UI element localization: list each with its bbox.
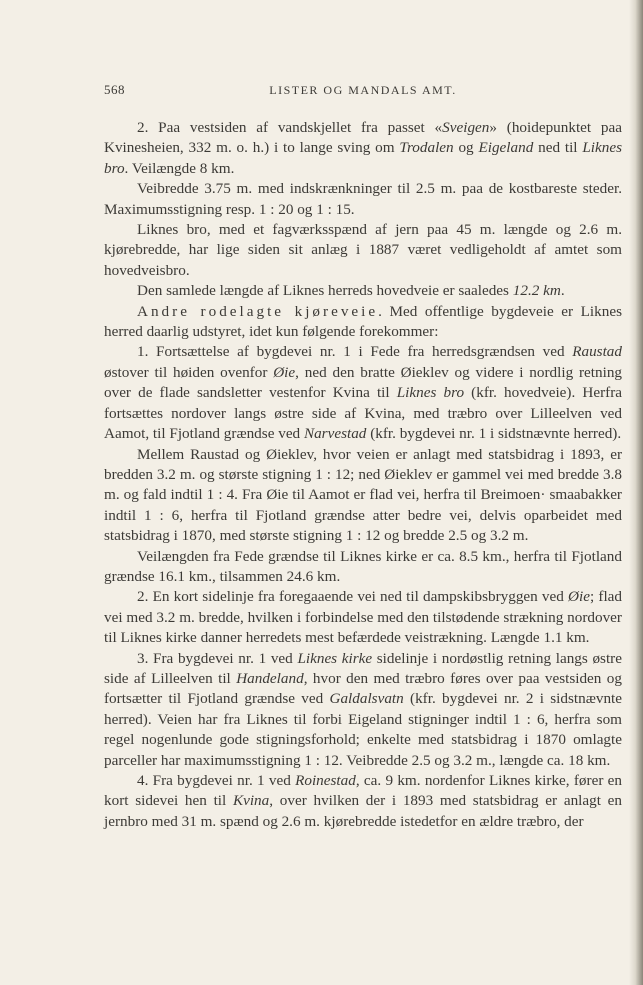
page-edge-shadow <box>629 0 643 985</box>
spaced-heading: Andre rodelagte kjøreveie <box>137 302 379 320</box>
paragraph <box>104 649 622 771</box>
text-run: Veibredde 3.75 m. med indskrænkninger til 2.5 m. paa de kostbareste steder. Maximumsstigning resp. 1 : 20 og 1 : 15. <box>104 180 622 218</box>
text-run: . Veilængde 8 km. <box>124 159 235 177</box>
text-run: Mellem Raustad og Øieklev, hvor veien er anlagt med statsbidrag i 1893, er bredden 3.2 m. og største stigning 1 : 12; ned Øieklev er gammel vei med bredde 3.8 m. og fald indtil 1 : 4. Fra Øie til Aamot er flad vei, herfra til Breimoen· smaabakker indtil 1 : 6, herfra til Fjotland grændse atter bedre vei, delvis oparbeidet med statsbidrag i 1870, med største stigning 1 : 12 og bredde 2.5 og 3.2 m. <box>104 445 622 545</box>
text-run: Den samlede længde af Liknes herreds hovedveie er saaledes <box>137 282 513 300</box>
text-run: (kfr. hovedveie). Herfra fortsættes nordover langs østre side af Kvina, med træbro over Lilleelven ved Aamot, til Fjotland grændse ved <box>104 384 623 443</box>
italic-text: Sveigen <box>442 119 490 136</box>
paragraph <box>104 179 622 220</box>
text-run: og <box>453 139 479 157</box>
paragraph <box>104 342 622 444</box>
text-run: , ned den bratte Øieklev og videre i nordlig retning over de flade sandsletter vestenfor Kvina til <box>104 363 623 402</box>
italic-text: Roinestad <box>295 772 356 789</box>
text-run: , over hvilken der i 1893 med statsbidrag er anlagt en jernbro med 31 m. spænd og 2.6 m. kjørebredde istedetfor en ældre træbro, der <box>104 792 622 830</box>
page-header <box>104 82 622 102</box>
paragraph <box>104 220 622 281</box>
text-run: Liknes bro, med et fagværksspænd af jern paa 45 m. længde og 2.6 m. kjørebredde, har lige siden sit anlæg i 1887 været vedligeholdt af amtet som hovedveisbro. <box>104 221 622 279</box>
italic-text: Trodalen <box>399 139 454 157</box>
text-run: 3. Fra bygdevei nr. 1 ved <box>137 649 298 667</box>
paragraph <box>104 547 622 588</box>
italic-text: 12.2 km <box>512 282 561 300</box>
text-run: (kfr. bygdevei nr. 2 i sidstnævnte herred). Veien har fra Liknes til forbi Eigeland stigninger indtil 1 : 6, herfra som regel nogenlunde gode stigningsforhold; enkelte med statsbidrag i 1870 omlagte parceller har maximumsstigning 1 : 12. Veibredde 2.5 og 3.2 m., længde ca. 18 km. <box>104 690 622 769</box>
paragraph <box>104 281 622 301</box>
text-run: 1. Fortsættelse af bygdevei nr. 1 i Fede fra herredsgrændsen ved <box>137 343 573 361</box>
text-run: østover til høiden ovenfor <box>104 363 274 381</box>
italic-text: Handeland <box>236 669 304 687</box>
body-text <box>104 118 622 832</box>
italic-text: Kvina <box>232 792 270 810</box>
paragraph <box>104 771 622 832</box>
italic-text: Raustad <box>572 343 622 361</box>
text-run: sidelinje i nordøstlig retning langs østre side af Lilleelven til <box>104 649 622 687</box>
text-run: Veilængden fra Fede grændse til Liknes kirke er ca. 8.5 km., herfra til Fjotland grændse 16.1 km., tilsammen 24.6 km. <box>104 547 622 585</box>
italic-text: Eigeland <box>478 139 534 157</box>
italic-text: Øie <box>273 363 296 381</box>
page-number: 568 <box>104 82 125 97</box>
italic-text: Galdalsvatn <box>329 690 404 708</box>
paragraph <box>104 445 622 547</box>
text-run: 4. Fra bygdevei nr. 1 ved <box>137 772 296 789</box>
text-run: , hvor den med træbro føres over paa vestsiden og fortsætter til Fjotland grændse ved <box>104 669 622 708</box>
text-run: (kfr. bygdevei nr. 1 i sidstnævnte herred). <box>366 425 622 443</box>
text-run: ned til <box>533 139 583 157</box>
italic-text: Liknes bro <box>396 384 465 402</box>
paragraph <box>104 118 622 179</box>
text-run: 2. En kort sidelinje fra foregaaende vei ned til dampskibsbryggen ved <box>137 588 569 606</box>
italic-text: Narvestad <box>303 425 367 443</box>
text-run: , ca. 9 km. nordenfor Liknes kirke, fører en kort sidevei hen til <box>104 772 622 810</box>
text-run: 2. Paa vestsiden af vandskjellet fra passet « <box>137 119 443 136</box>
italic-text: Liknes kirke <box>297 649 373 667</box>
running-title: LISTER OG MANDALS AMT. <box>269 83 457 97</box>
italic-text: Øie <box>568 588 590 606</box>
text-run: . <box>560 282 565 300</box>
text-run: . Med offentlige bygdeveie er Liknes herred daarlig udstyret, idet kun følgende forekommer: <box>104 302 622 341</box>
book-page <box>104 82 622 832</box>
paragraph <box>104 302 622 343</box>
text-run: » (hoidepunktet paa Kvinesheien, 332 m. o. h.) i to lange sving om <box>104 119 623 157</box>
italic-text: Liknes bro <box>104 139 623 177</box>
paragraph <box>104 587 622 648</box>
text-run: ; flad vei med 3.2 m. bredde, hvilken i forbindelse med den tilstødende strækning nordover til Liknes kirke danner herredets mest befærdede veistrækning. Længde 1.1 km. <box>104 588 622 647</box>
